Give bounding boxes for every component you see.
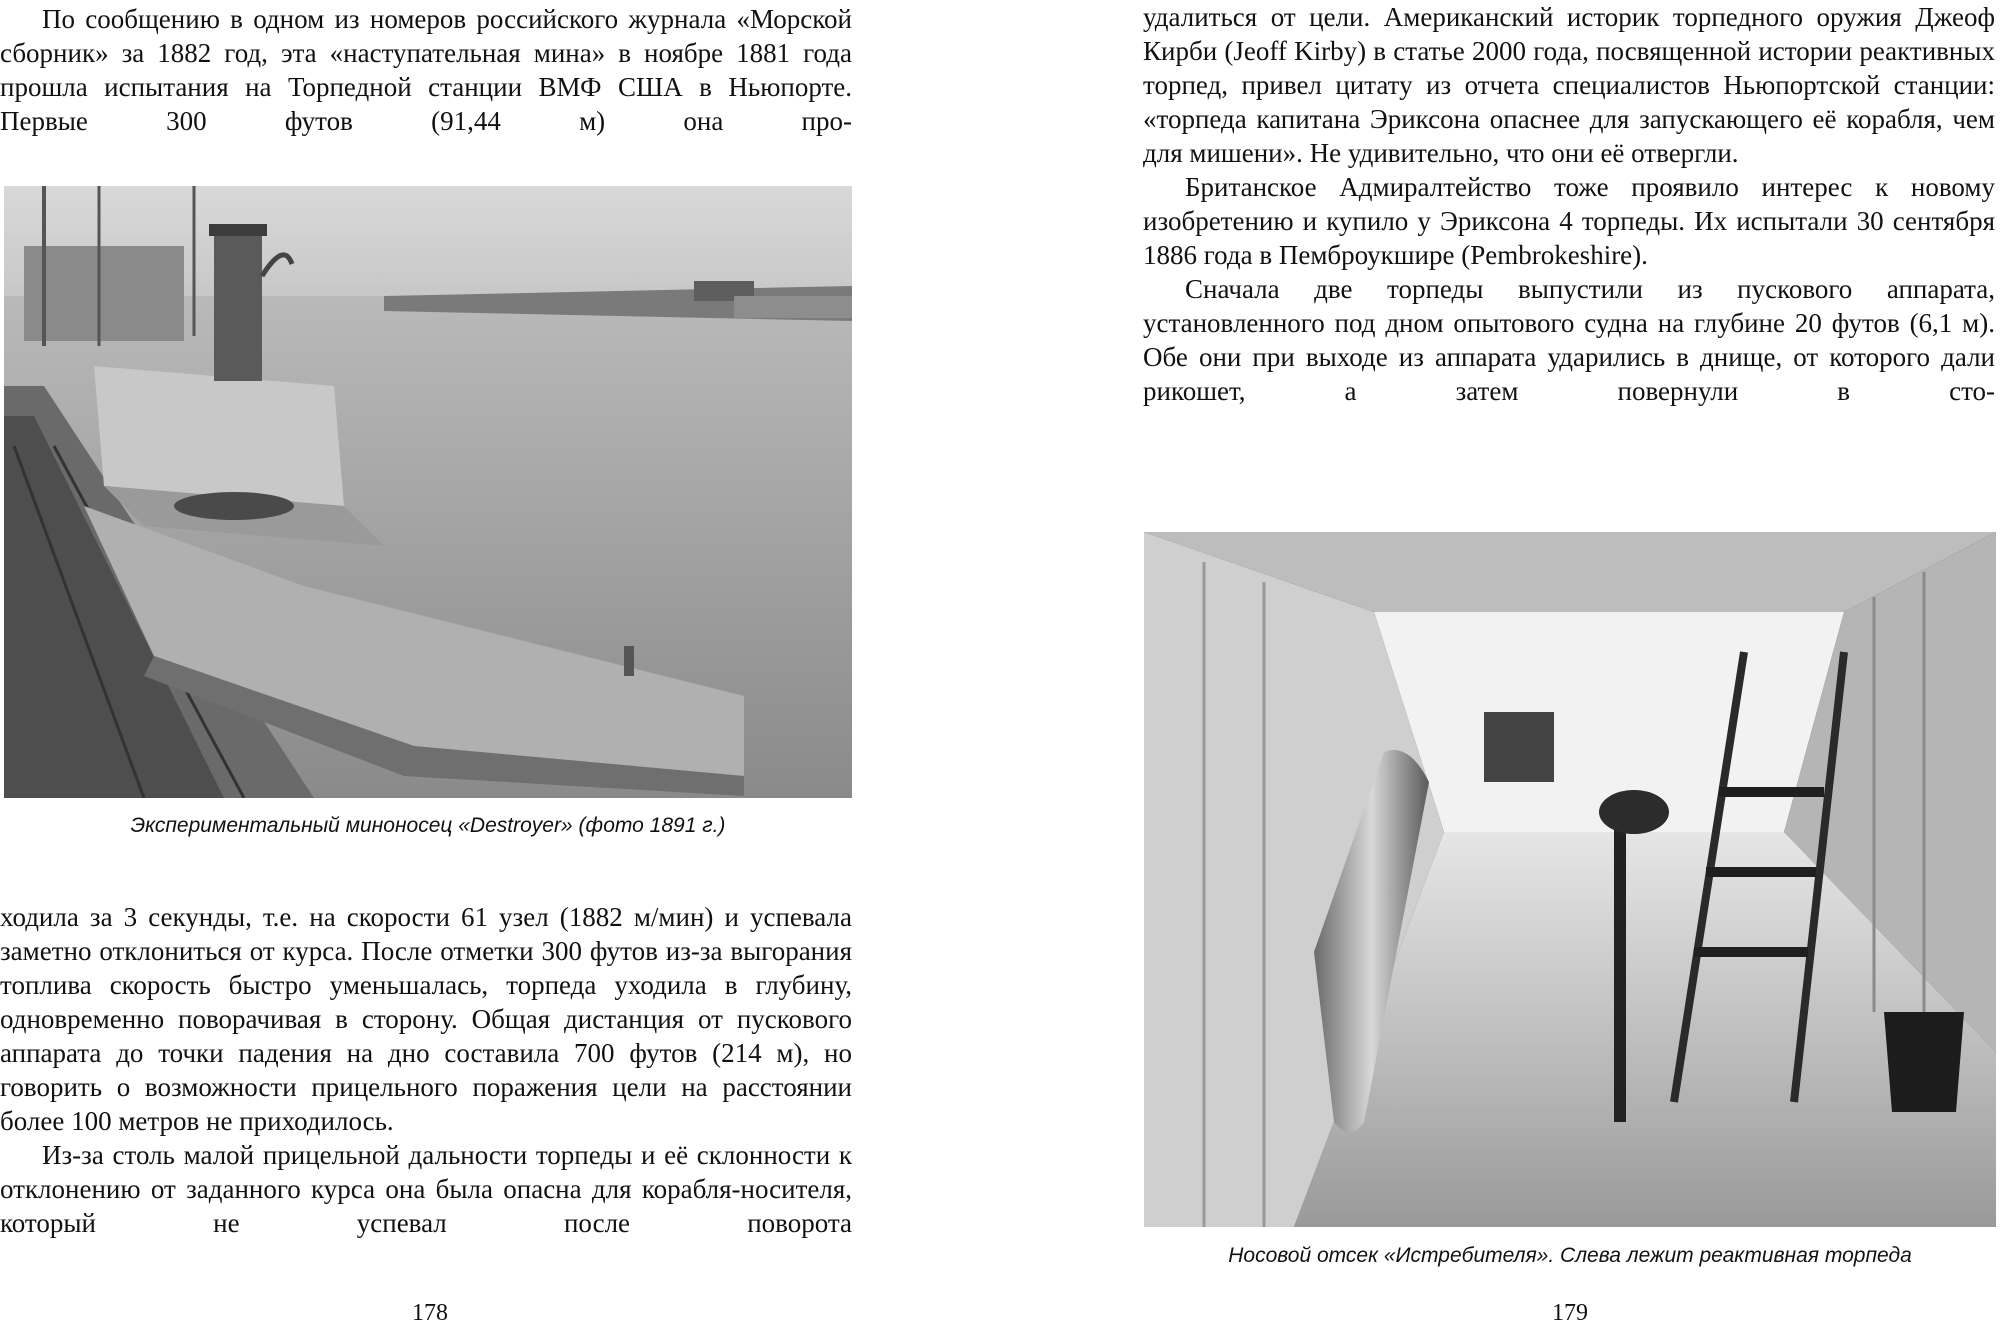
right-paragraph-3: Сначала две торпеды выпустили из пускового аппарата, установленного под дном опытового судна на глубине 20 футов (6,1 м). Обе они при выходе из аппарата ударились в днище, от которого дали рикошет, а затем повернули в сто- bbox=[1143, 274, 1995, 406]
left-page-number: 178 bbox=[412, 1300, 448, 1326]
right-page bbox=[1140, 0, 2000, 1337]
right-figure-caption: Носовой отсек «Истребителя». Слева лежит реактивная торпеда bbox=[1228, 1244, 1912, 1267]
destroyer-photo-illustration bbox=[4, 186, 852, 798]
left-paragraph-2: ходила за 3 секунды, т.е. на скорости 61 узел (1882 м/мин) и успевала заметно отклониться от курса. После отметки 300 футов из-за выгорания топлива скорость быстро уменьшалась, торпеда уходила в глубину, одновременно поворачивая в сторону. Общая дистанция от пускового аппарата до точки падения на дно составила 700 футов (214 м), но говорить о возможности прицельного поражения цели на расстоянии более 100 метров не приходилось. bbox=[0, 902, 852, 1136]
left-paragraph-1: По сообщению в одном из номеров российского журнала «Морской сборник» за 1882 год, эта «наступательная мина» в ноябре 1881 года прошла испытания на Торпедной станции ВМФ США в Ньюпорте. Первые 300 футов (91,44 м) она про- bbox=[0, 4, 852, 136]
right-page-number: 179 bbox=[1552, 1300, 1588, 1326]
right-paragraph-1: удалиться от цели. Американский историк торпедного оружия Джеоф Кирби (Jeoff Kirby) в статье 2000 года, посвященной истории реактивных торпед, привел цитату из отчета специалистов Ньюпортской станции: «торпеда капитана Эриксона опаснее для запускающего её корабля, чем для мишени». Не удивительно, что они её отвергли. bbox=[1143, 2, 1995, 168]
right-paragraph-2: Британское Адмиралтейство тоже проявило интерес к новому изобретению и купило у Эриксона 4 торпеды. Их испытали 30 сентября 1886 года в Пемброукшире (Pembrokeshire). bbox=[1143, 172, 1995, 270]
left-page bbox=[0, 0, 860, 1337]
left-top-text bbox=[0, 2, 852, 138]
right-top-text bbox=[1143, 0, 1995, 408]
left-bottom-text bbox=[0, 900, 852, 1240]
left-figure-caption: Экспериментальный миноносец «Destroyer» (фото 1891 г.) bbox=[130, 814, 726, 837]
torpedo-compartment-illustration bbox=[1144, 532, 1996, 1227]
destroyer-photo bbox=[4, 186, 852, 798]
left-paragraph-3: Из-за столь малой прицельной дальности торпеды и её склонности к отклонению от заданного курса она была опасна для корабля-носителя, который не успевал после поворота bbox=[0, 1140, 852, 1238]
torpedo-compartment-photo bbox=[1144, 532, 1996, 1227]
